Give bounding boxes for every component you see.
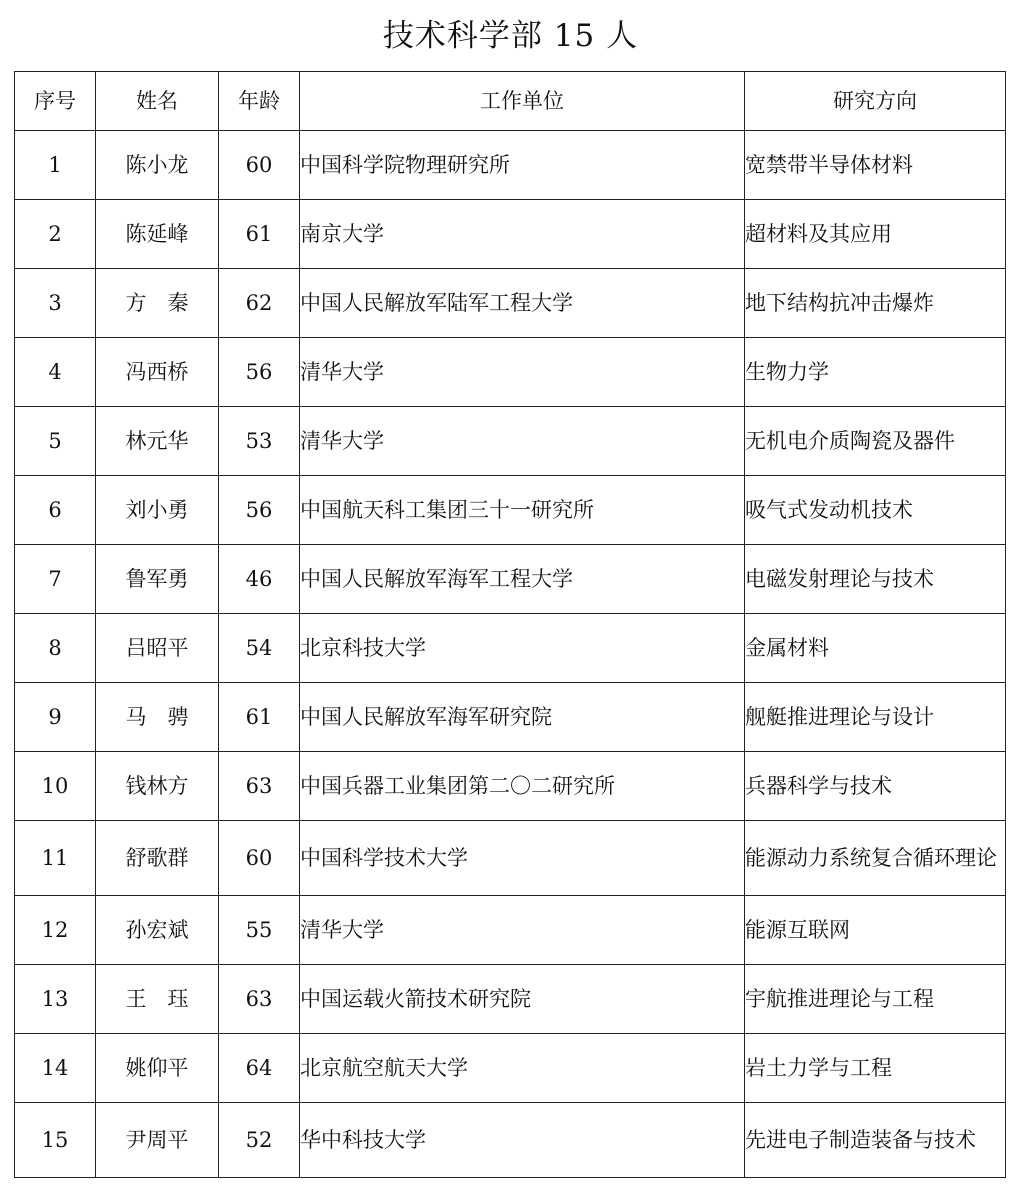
- cell-direction: 能源互联网: [745, 896, 1006, 965]
- header-unit: 工作单位: [300, 72, 745, 131]
- table-row: [15, 131, 1006, 200]
- cell-age: 46: [219, 545, 300, 614]
- cell-direction: 宽禁带半导体材料: [745, 131, 1006, 200]
- cell-unit: 中国兵器工业集团第二〇二研究所: [300, 752, 745, 821]
- cell-name: 刘小勇: [96, 476, 219, 545]
- member-table: [14, 71, 1006, 1178]
- table-row: [15, 407, 1006, 476]
- cell-no: 3: [15, 269, 96, 338]
- cell-no: 10: [15, 752, 96, 821]
- cell-name: 尹周平: [96, 1103, 219, 1178]
- cell-no: 15: [15, 1103, 96, 1178]
- cell-name: 吕昭平: [96, 614, 219, 683]
- cell-age: 60: [219, 131, 300, 200]
- cell-no: 2: [15, 200, 96, 269]
- cell-age: 61: [219, 200, 300, 269]
- cell-unit: 中国科学院物理研究所: [300, 131, 745, 200]
- cell-age: 56: [219, 338, 300, 407]
- cell-direction: 超材料及其应用: [745, 200, 1006, 269]
- cell-age: 63: [219, 965, 300, 1034]
- cell-unit: 清华大学: [300, 338, 745, 407]
- table-row: [15, 614, 1006, 683]
- cell-no: 1: [15, 131, 96, 200]
- table-row: [15, 200, 1006, 269]
- cell-name: 鲁军勇: [96, 545, 219, 614]
- cell-no: 14: [15, 1034, 96, 1103]
- cell-age: 62: [219, 269, 300, 338]
- cell-no: 8: [15, 614, 96, 683]
- cell-unit: 中国人民解放军陆军工程大学: [300, 269, 745, 338]
- cell-direction: 地下结构抗冲击爆炸: [745, 269, 1006, 338]
- cell-no: 5: [15, 407, 96, 476]
- cell-age: 61: [219, 683, 300, 752]
- cell-name: 孙宏斌: [96, 896, 219, 965]
- cell-unit: 清华大学: [300, 407, 745, 476]
- table-row: [15, 1034, 1006, 1103]
- table-row: [15, 896, 1006, 965]
- table-row: [15, 683, 1006, 752]
- cell-name: 方 秦: [96, 269, 219, 338]
- cell-no: 4: [15, 338, 96, 407]
- cell-direction: 生物力学: [745, 338, 1006, 407]
- table-row: [15, 476, 1006, 545]
- cell-unit: 南京大学: [300, 200, 745, 269]
- cell-age: 64: [219, 1034, 300, 1103]
- table-row: [15, 338, 1006, 407]
- page-title: 技术科学部 15 人: [382, 18, 639, 54]
- table-row: [15, 821, 1006, 896]
- table-row: [15, 269, 1006, 338]
- cell-unit: 中国人民解放军海军研究院: [300, 683, 745, 752]
- cell-unit: 中国运载火箭技术研究院: [300, 965, 745, 1034]
- cell-direction: 无机电介质陶瓷及器件: [745, 407, 1006, 476]
- cell-direction: 吸气式发动机技术: [745, 476, 1006, 545]
- cell-age: 60: [219, 821, 300, 896]
- cell-age: 63: [219, 752, 300, 821]
- cell-unit: 北京航空航天大学: [300, 1034, 745, 1103]
- cell-no: 12: [15, 896, 96, 965]
- cell-name: 陈延峰: [96, 200, 219, 269]
- header-no: 序号: [15, 72, 96, 131]
- table-row: [15, 965, 1006, 1034]
- cell-no: 11: [15, 821, 96, 896]
- cell-direction: 岩土力学与工程: [745, 1034, 1006, 1103]
- cell-age: 55: [219, 896, 300, 965]
- header-age: 年龄: [219, 72, 300, 131]
- cell-unit: 中国航天科工集团三十一研究所: [300, 476, 745, 545]
- cell-name: 冯西桥: [96, 338, 219, 407]
- cell-direction: 金属材料: [745, 614, 1006, 683]
- cell-no: 6: [15, 476, 96, 545]
- cell-name: 林元华: [96, 407, 219, 476]
- table-row: [15, 1103, 1006, 1178]
- cell-name: 马 骋: [96, 683, 219, 752]
- cell-name: 陈小龙: [96, 131, 219, 200]
- cell-age: 53: [219, 407, 300, 476]
- cell-age: 54: [219, 614, 300, 683]
- cell-age: 56: [219, 476, 300, 545]
- cell-direction: 能源动力系统复合循环理论: [745, 821, 1006, 896]
- header-direction: 研究方向: [745, 72, 1006, 131]
- cell-unit: 清华大学: [300, 896, 745, 965]
- cell-unit: 北京科技大学: [300, 614, 745, 683]
- cell-unit: 华中科技大学: [300, 1103, 745, 1178]
- table-row: [15, 545, 1006, 614]
- cell-no: 13: [15, 965, 96, 1034]
- table-header-row: [15, 72, 1006, 131]
- cell-direction: 宇航推进理论与工程: [745, 965, 1006, 1034]
- cell-unit: 中国人民解放军海军工程大学: [300, 545, 745, 614]
- header-name: 姓名: [96, 72, 219, 131]
- cell-name: 钱林方: [96, 752, 219, 821]
- cell-direction: 先进电子制造装备与技术: [745, 1103, 1006, 1178]
- cell-name: 王 珏: [96, 965, 219, 1034]
- cell-unit: 中国科学技术大学: [300, 821, 745, 896]
- cell-no: 9: [15, 683, 96, 752]
- cell-age: 52: [219, 1103, 300, 1178]
- cell-direction: 兵器科学与技术: [745, 752, 1006, 821]
- table-row: [15, 752, 1006, 821]
- cell-direction: 舰艇推进理论与设计: [745, 683, 1006, 752]
- cell-direction: 电磁发射理论与技术: [745, 545, 1006, 614]
- cell-name: 姚仰平: [96, 1034, 219, 1103]
- cell-no: 7: [15, 545, 96, 614]
- cell-name: 舒歌群: [96, 821, 219, 896]
